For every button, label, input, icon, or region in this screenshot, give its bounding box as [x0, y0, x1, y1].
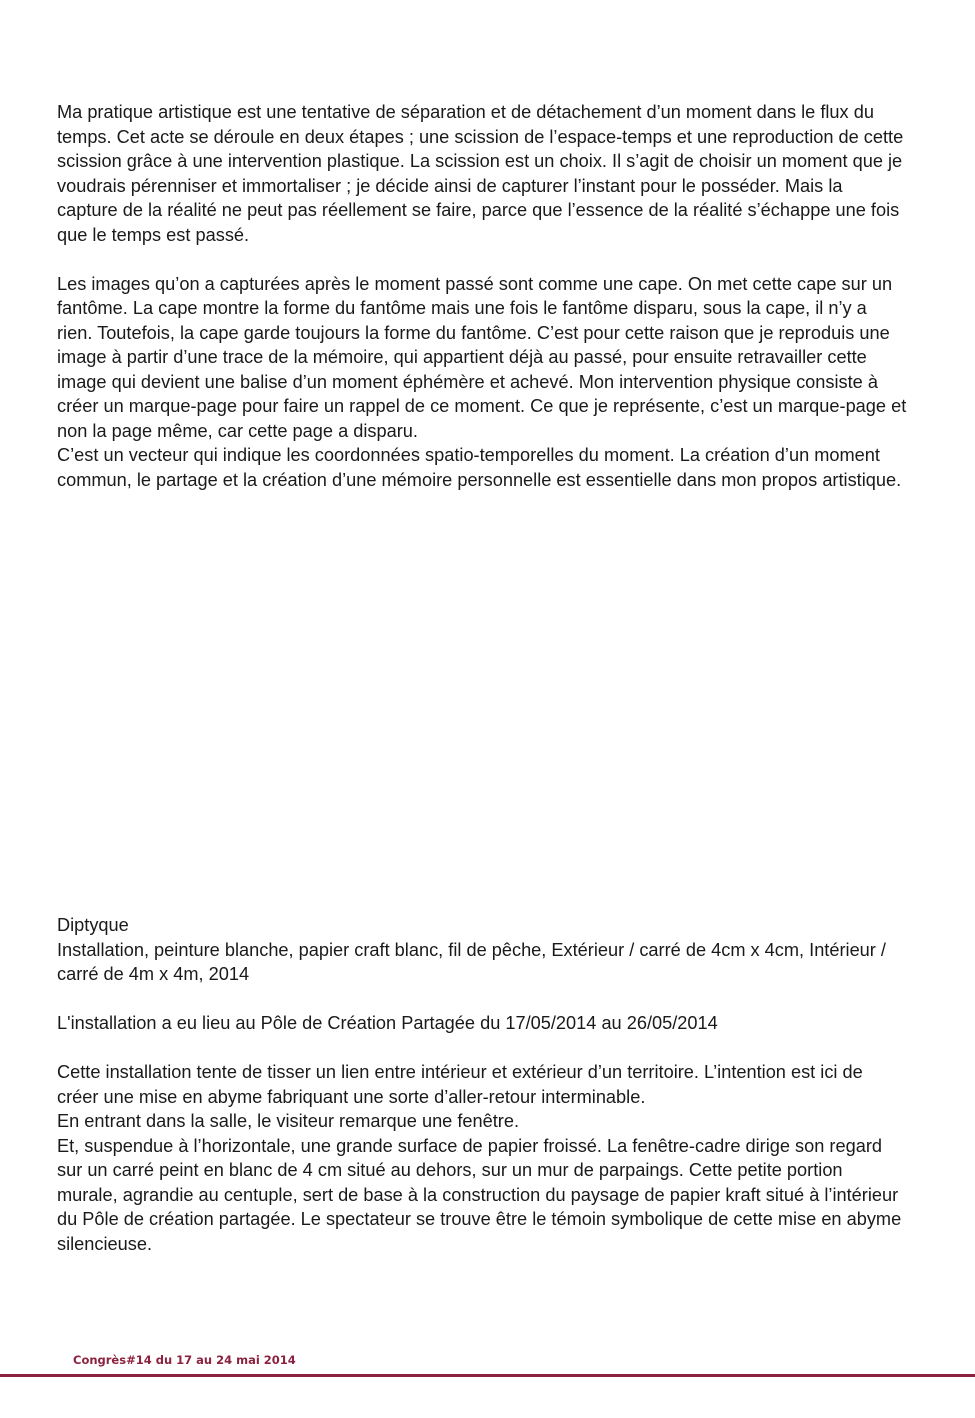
artwork-details: Installation, peinture blanche, papier craft blanc, fil de pêche, Extérieur / carré de 4cm x 4cm, Intérieur / carré de 4m x 4m, 2014	[57, 939, 886, 984]
artwork-title: Diptyque	[57, 915, 129, 935]
statement-paragraph-2: Les images qu’on a capturées après le moment passé sont comme une cape. On met cette cape sur un fantôme. La cape montre la forme du fantôme mais une fois le fantôme disparu, sous la cape, il n’y a rien. Toutefois, la cape garde toujours la forme du fantôme. C’est pour cette raison que je reproduis une image à partir d’une trace de la mémoire, qui appartient déjà au passé, pour ensuite retravailler cette image qui devient une balise d’un moment éphémère et achevé. Mon intervention physique consiste à créer un marque-page pour faire un rappel de ce moment. Ce que je représente, c’est un marque-page et non la page même, car cette page a disparu.	[57, 273, 907, 441]
artwork-description-2: En entrant dans la salle, le visiteur remarque une fenêtre.	[57, 1111, 520, 1131]
artwork-venue: L'installation a eu lieu au Pôle de Création Partagée du 17/05/2014 au 26/05/2014	[57, 1013, 718, 1033]
artwork-description-3: Et, suspendue à l’horizontale, une grande surface de papier froissé. La fenêtre-cadre dirige son regard sur un carré peint en blanc de 4 cm situé au dehors, sur un mur de parpaings. Cette petite portion murale, agrandie au centuple, sert de base à la construction du paysage de papier kraft situé à l’intérieur du Pôle de création partagée. Le spectateur se trouve être le témoin symbolique de cette mise en abyme silencieuse.	[57, 1135, 902, 1254]
artwork-description-1: Cette installation tente de tisser un lien entre intérieur et extérieur d’un territoire. L’intention est ici de créer une mise en abyme fabriquant une sorte d’aller-retour interminable.	[57, 1062, 863, 1107]
artwork-caption	[57, 913, 907, 1256]
statement-paragraph-1: Ma pratique artistique est une tentative de séparation et de détachement d’un moment dans le flux du temps. Cet acte se déroule en deux étapes ; une scission de l’espace-temps et une reproduction de cette scission grâce à une intervention plastique. La scission est un choix. Il s’agit de choisir un moment que je voudrais pérenniser et immortaliser ; je décide ainsi de capturer l’instant pour le posséder. Mais la capture de la réalité ne peut pas réellement se faire, parce que l’essence de la réalité s’échappe une fois que le temps est passé.	[57, 102, 904, 245]
footer-label: Congrès#14 du 17 au 24 mai 2014	[73, 1353, 296, 1367]
footer-divider	[0, 1374, 975, 1377]
artist-statement	[57, 100, 907, 492]
statement-paragraph-3: C’est un vecteur qui indique les coordonnées spatio-temporelles du moment. La création d’un moment commun, le partage et la création d’une mémoire personnelle est essentielle dans mon propos artistique.	[57, 445, 902, 490]
